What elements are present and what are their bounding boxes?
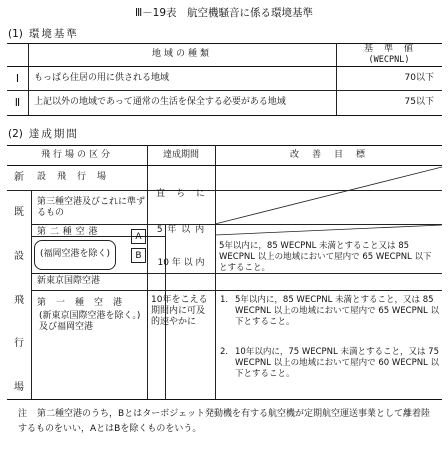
existing-char: 飛: [14, 294, 24, 306]
section-label: 環境基準: [28, 28, 79, 40]
area-description: 上記以外の地域であって通常の生活を保全する必要がある地域: [34, 97, 286, 107]
area-description: もっぱら住居の用に供される地域: [34, 72, 170, 83]
header-area-type: 地域の種類: [151, 49, 212, 59]
new-airport-char: 新: [14, 172, 24, 183]
goal-item-number: 1.: [220, 295, 229, 305]
table-title: Ⅲ－19表 航空機騒音に係る環境基準: [134, 7, 314, 19]
achievement-period-table: [7, 145, 442, 399]
period-beyond-10-years: 10年をこえる期間内に可及的速やかに: [151, 295, 208, 327]
new-tokyo-international-airport: 新東京国際空港: [37, 276, 101, 286]
section-environmental-standard: [8, 26, 79, 41]
section-label: 達成期間: [28, 128, 79, 140]
section-number: (2): [8, 128, 23, 140]
existing-airport-vertical-label: [7, 203, 31, 393]
first-class-detail: (新東京国際空港を除く。)及び福岡空港: [39, 311, 141, 332]
diagonal-line: [215, 167, 442, 224]
existing-char: 場: [14, 382, 24, 393]
first-class-airport: 第 一 種 空 港: [37, 297, 123, 308]
header-unit: (WECPNL): [368, 55, 410, 65]
period-immediately: 直 ち に: [155, 189, 206, 199]
category-b-box: B: [131, 248, 146, 263]
footnote: [18, 407, 438, 437]
goal-first-2: 10年以内に，75 WECPNL 未満とすること，又は 75 WECPNL 以上の地域において屋内で 60 WECPNL 以下とすること。: [235, 347, 439, 379]
goal-first-1: 5年以内に，85 WECPNL 未満とすること，又は 85 WECPNL 以上の地域において屋内で 65 WECPNL 以下とすること。: [235, 295, 439, 327]
section-number: (1): [8, 28, 23, 40]
existing-char: 行: [14, 338, 24, 350]
third-class-airport: 第三種空港及びこれに準ずるもの: [37, 196, 146, 218]
standard-value: 75以下: [404, 97, 434, 107]
note-text: 第二種空港のうち，Bとはターボジェット発動機を有する航空機が定期航空運送事業として離着陸するものをいい，AとはBを除くものをいう。: [18, 409, 431, 434]
header-improvement-goal: 改 善 目 標: [289, 149, 367, 160]
header-airport-class: 飛行場の区分: [40, 149, 113, 160]
new-airport-label: 設 飛 行 場: [37, 172, 108, 182]
second-class-airport: 第 二 種 空 港: [37, 227, 98, 237]
second-class-exclusion: (福岡空港を除く): [40, 248, 111, 259]
goal-item-number: 2.: [220, 347, 229, 357]
header-standard-value: 基 準 値: [363, 44, 414, 54]
period-10-years: 10 年 以 内: [157, 257, 205, 268]
class-label: Ⅱ: [14, 96, 21, 109]
goal-10-years: 5年以内に，85 WECPNL 未満とすること又は 85 WECPNL 以上の地域において屋内で 65 WECPNL 以下とすること。: [219, 241, 432, 273]
environmental-standard-table: [7, 43, 442, 115]
existing-char: 設: [14, 250, 24, 262]
class-label: Ⅰ: [15, 71, 20, 85]
category-a-box: A: [131, 229, 146, 244]
diagonal-line: [215, 225, 442, 235]
standard-value: 70以下: [404, 72, 434, 83]
diagonal-lines: [215, 165, 442, 290]
header-period: 達成期間: [162, 149, 199, 160]
section-achievement-period: [8, 126, 79, 141]
period-5-years: 5 年 以 内: [156, 224, 206, 235]
existing-char: 既: [14, 207, 24, 218]
note-prefix: 注: [18, 409, 28, 419]
